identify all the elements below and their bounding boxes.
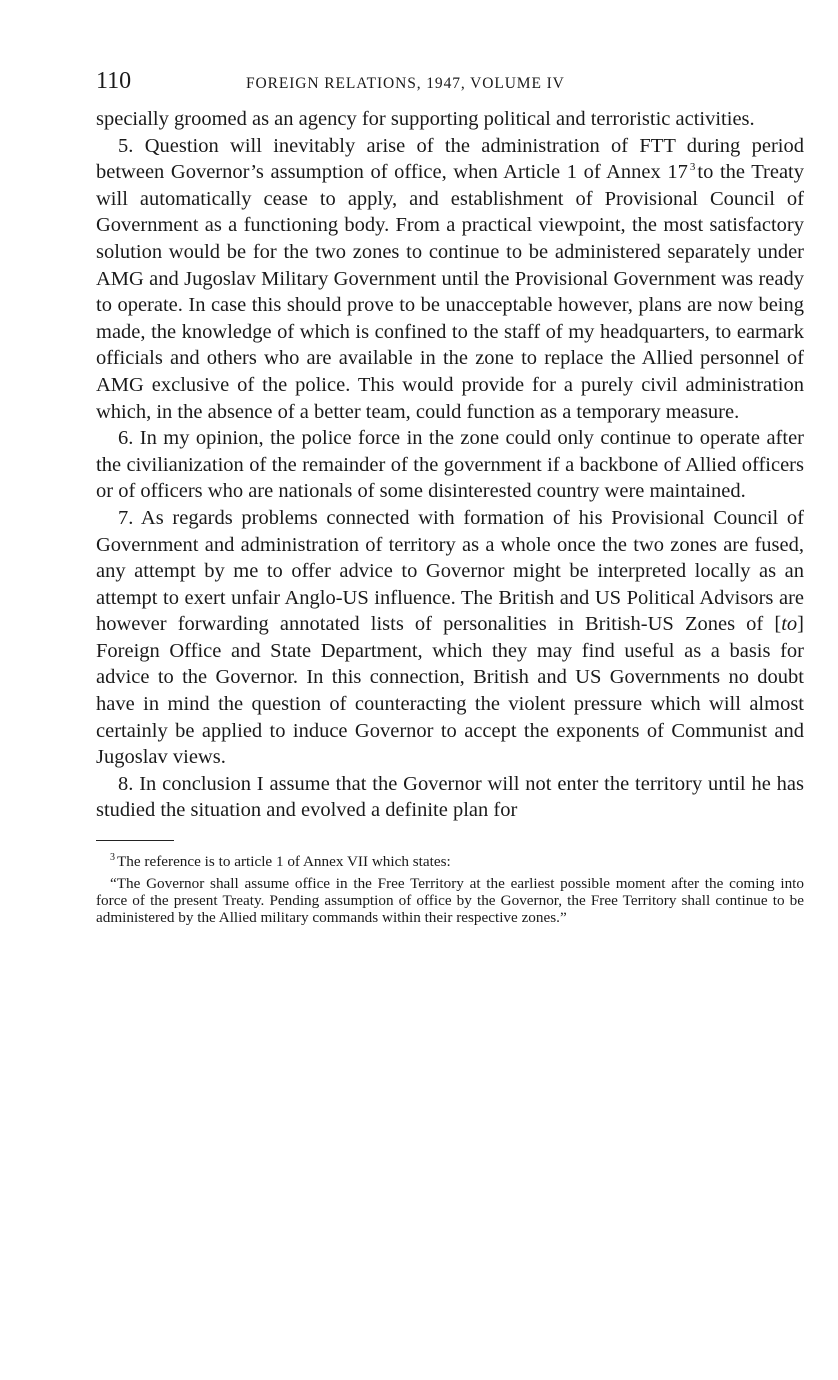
continuation-paragraph: specially groomed as an agency for supporting political and terroristic activities. [96, 108, 755, 130]
footnote-3 [96, 853, 804, 870]
footnote-3-mark: 3 [110, 851, 115, 863]
paragraph-7-start: 7. As regards problems connected with formation of his Provisional Council of Government and administration of territory as a whole once the two zones are fused, any attempt by me to offer advice to Governor might be interpreted locally as an attempt to exert unfair Anglo-US influence. The British and US Political Advisors are however forwarding annotated lists of personalities in British-US Zones of [ [96, 506, 804, 636]
page-number: 110 [96, 68, 132, 94]
footnotes [96, 853, 804, 926]
paragraph-7 [96, 505, 804, 771]
paragraph-8: 8. In conclusion I assume that the Governor will not enter the territory until he has studied the situation and evolved a definite plan for [96, 772, 804, 822]
footnote-reference-3[interactable]: 3 [689, 161, 696, 174]
paragraph-7-end: ] Foreign Office and State Department, which they may find useful as a basis for advice to the Governor. In this connection, British and US Governments no doubt have in mind the question of counteracting the violent pressure which will almost certainly be applied to induce Governor to accept the exponents of Communist and Jugoslav views. [96, 613, 804, 769]
footnote-divider [96, 840, 174, 841]
paragraph-5-start: 5. Question will inevitably arise of the administration of FTT during period between Governor’s assumption of office, when Article 1 of Annex 17 [96, 134, 804, 184]
running-head: FOREIGN RELATIONS, 1947, VOLUME IV [246, 75, 565, 92]
footnote-3-quote: “The Governor shall assume office in the Free Territory at the earliest possible moment after the coming into force of the present Treaty. Pending assumption of office by the Governor, the Free Territory shall continue to be administered by the Allied military commands within their respective zones.” [96, 875, 804, 927]
footnote-3-text: The reference is to article 1 of Annex VII which states: [117, 853, 451, 871]
page-header [96, 66, 804, 106]
paragraph-6: 6. In my opinion, the police force in the zone could only continue to operate after the civilianization of the remainder of the government if a backbone of Allied officers or of officers who are nationals of some disinterested country were maintained. [96, 427, 804, 503]
editorial-insertion: to [781, 613, 798, 636]
paragraph-5 [96, 133, 804, 426]
paragraph-5-end: to the Treaty will automatically cease to apply, and establishment of Provisional Council of Government as a functioning body. From a practical viewpoint, the most satisfactory solution would be for the two zones to continue to be administered separately under AMG and Jugoslav Military Government until the Provisional Government was ready to operate. In case this should prove to be unacceptable however, plans are now being made, the knowledge of which is confined to the staff of my headquarters, to earmark officials and others who are available in the zone to replace the Allied personnel of AMG exclusive of the police. This would provide for a purely civil administration which, in the absence of a better team, could function as a temporary measure. [96, 161, 804, 423]
body-text [96, 106, 804, 824]
document-page [96, 66, 804, 931]
